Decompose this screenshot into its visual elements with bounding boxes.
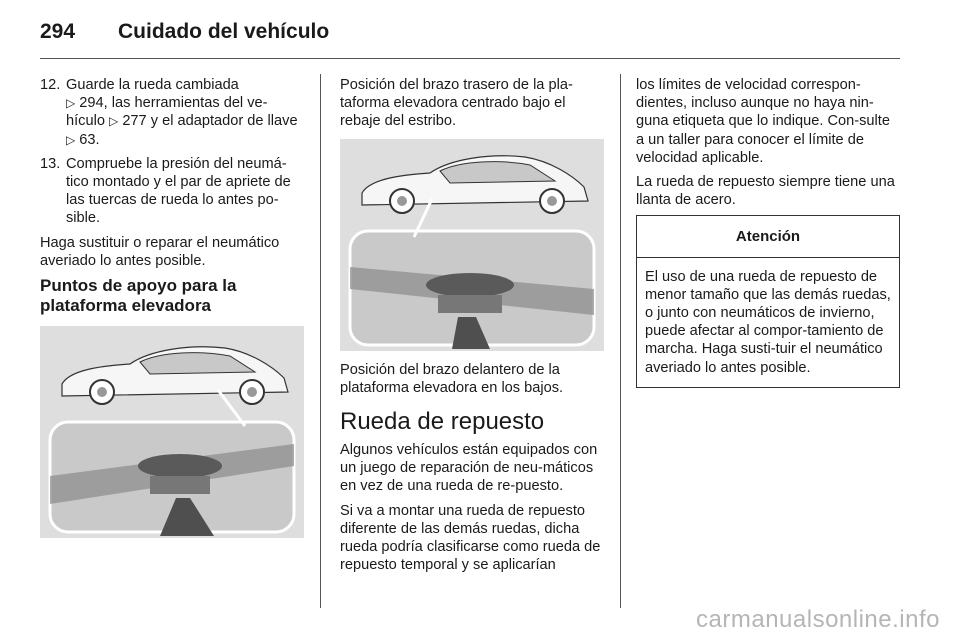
page-title: Cuidado del vehículo — [118, 20, 330, 43]
column-divider — [620, 74, 621, 608]
notice-box — [636, 215, 900, 387]
illustration-lift-rear — [40, 326, 304, 538]
body-paragraph: los límites de velocidad correspon-dientes, incluso aunque no haya nin-guna etiqueta que lo indique. Con-sulte a un taller para conocer el límite de velocidad aplicable. — [636, 77, 890, 166]
list-number: 13. — [40, 155, 61, 172]
column-3 — [636, 76, 900, 388]
watermark: carmanualsonline.info — [696, 606, 940, 633]
body-paragraph: La rueda de repuesto siempre tiene una llanta de acero. — [636, 174, 895, 209]
page-reference[interactable]: 277 — [122, 113, 147, 130]
list-text: Compruebe la presión del neumá-tico montado y el par de apriete de las tuercas de rueda lo antes po-sible. — [66, 155, 291, 227]
figure-caption: Posición del brazo trasero de la pla-taforma elevadora centrado bajo el rebaje del estribo. — [340, 77, 573, 130]
section-heading: Rueda de repuesto — [340, 408, 545, 436]
header-rule — [40, 58, 900, 59]
page-reference[interactable]: 294 — [79, 95, 104, 112]
list-text: . — [95, 131, 100, 148]
column-1 — [40, 76, 306, 548]
column-2 — [340, 76, 606, 580]
body-paragraph: Si va a montar una rueda de repuesto diferente de las demás ruedas, dicha rueda podría clasificarse como rueda de repuesto temporal y se aplicarían — [340, 502, 601, 574]
list-text: , las herramientas del ve-hículo — [66, 95, 268, 130]
arrow-right-icon: ▷ — [66, 96, 76, 111]
list-text: y el adaptador de llave — [146, 113, 298, 130]
section-heading: Puntos de apoyo para la plataforma elevadora — [40, 276, 237, 316]
list-item — [40, 155, 306, 228]
page-header — [40, 14, 900, 54]
list-number: 12. — [40, 77, 61, 93]
column-divider — [320, 74, 321, 608]
arrow-right-icon: ▷ — [66, 132, 76, 147]
body-paragraph: Algunos vehículos están equipados con un juego de reparación de neu-máticos en vez de una rueda de re-puesto. — [340, 442, 598, 495]
list-text: Guarde la rueda cambiada — [66, 77, 239, 93]
illustration-lift-front — [340, 139, 604, 351]
notice-title: Atención — [637, 216, 899, 257]
page-number: 294 — [40, 20, 76, 43]
figure-caption: Posición del brazo delantero de la plataforma elevadora en los bajos. — [340, 361, 564, 396]
arrow-right-icon: ▷ — [109, 114, 119, 129]
notice-body: El uso de una rueda de repuesto de menor tamaño que las demás ruedas, o junto con neumáticos de invierno, puede afectar al compor-tamiento de marcha. Haga susti-tuir el neumático averiado lo antes posible. — [645, 268, 891, 376]
list-item — [40, 76, 306, 149]
page-reference[interactable]: 63 — [79, 131, 96, 148]
body-paragraph: Haga sustituir o reparar el neumático averiado lo antes posible. — [40, 234, 280, 269]
